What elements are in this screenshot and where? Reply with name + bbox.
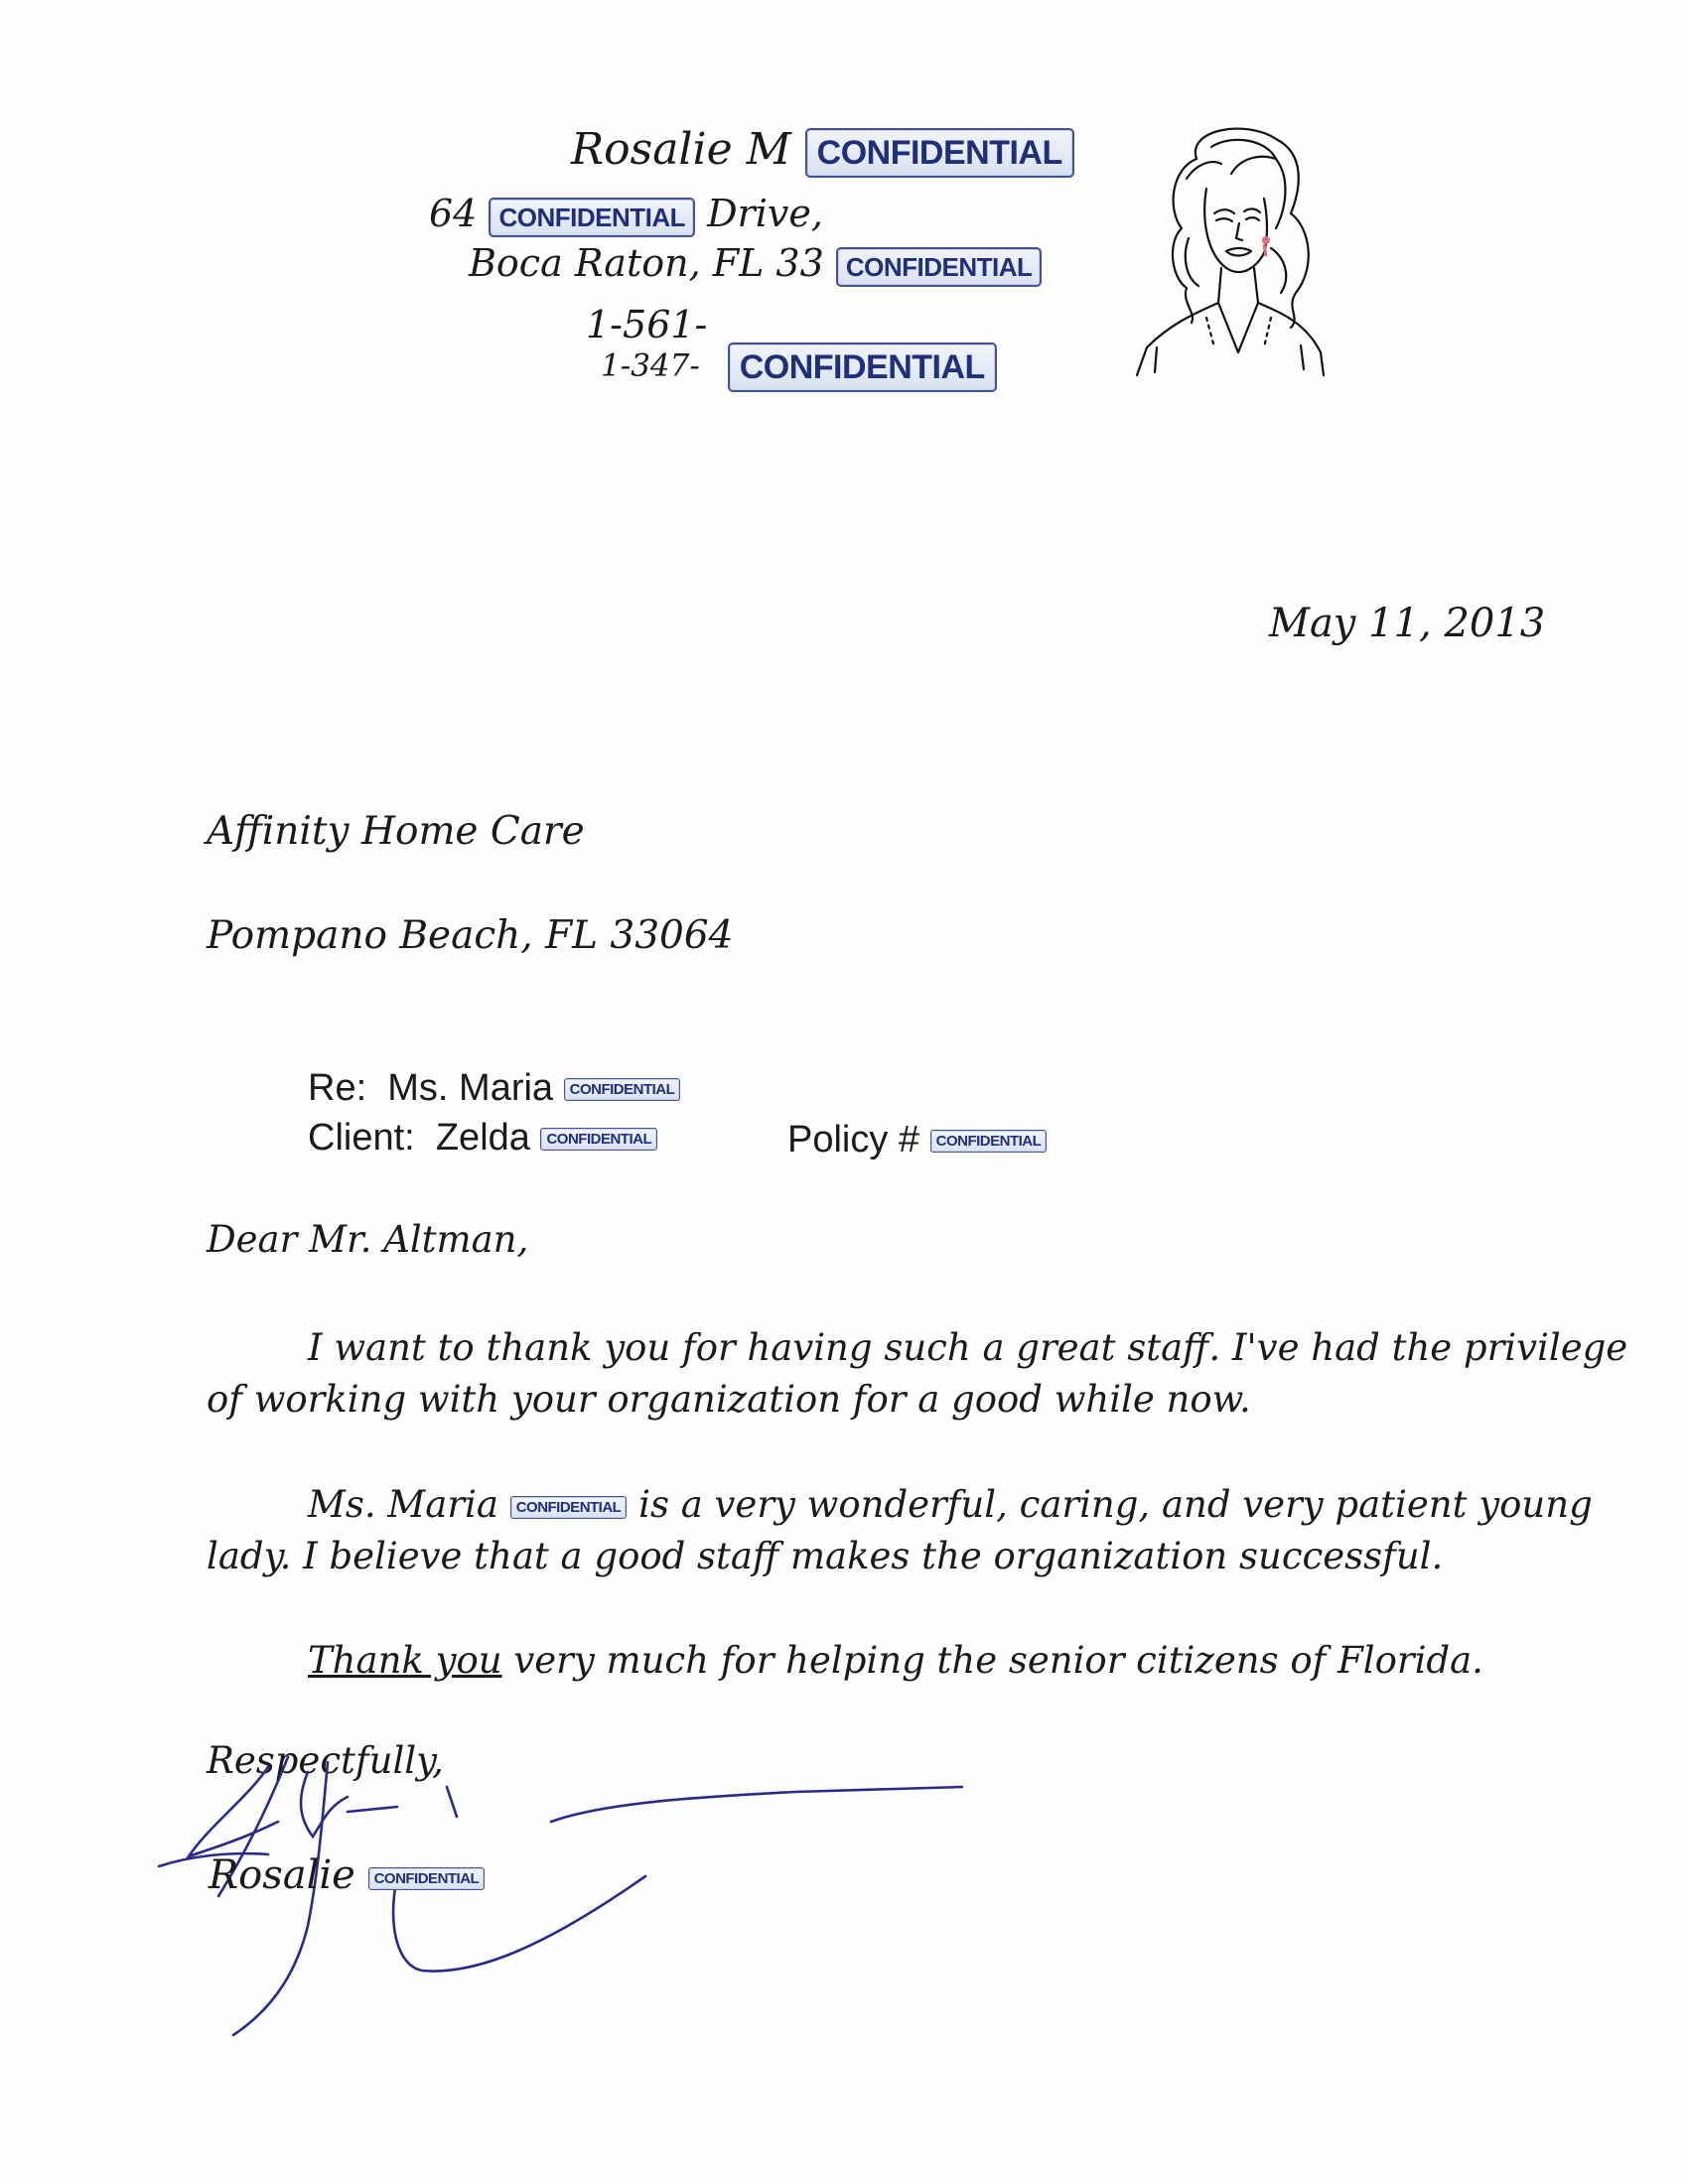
confidential-stamp: CONFIDENTIAL	[728, 342, 997, 392]
paragraph-1-line-2: of working with your organization for a good while now.	[207, 1378, 1251, 1421]
closing: Respectfully,	[207, 1739, 444, 1782]
confidential-stamp: CONFIDENTIAL	[836, 247, 1043, 287]
portrait-icon	[1127, 119, 1326, 377]
confidential-stamp: CONFIDENTIAL	[368, 1867, 486, 1890]
confidential-stamp: CONFIDENTIAL	[510, 1496, 628, 1519]
letterhead-name: Rosalie M CONFIDENTIAL	[571, 124, 1074, 178]
paragraph-2-line-1: Ms. Maria CONFIDENTIAL is a very wonderful, caring, and very patient young	[308, 1483, 1593, 1526]
paragraph-2-line-2: lady. I believe that a good staff makes the organization successful.	[207, 1535, 1444, 1577]
letterhead-phone-2: 1-347- CONFIDENTIAL	[601, 342, 997, 392]
letterhead-phone-1: 1-561-	[586, 303, 708, 346]
paragraph-1-line-1: I want to thank you for having such a great staff. I've had the privilege	[308, 1326, 1628, 1369]
confidential-stamp: CONFIDENTIAL	[805, 128, 1074, 178]
signature-name-line: Rosalie CONFIDENTIAL	[209, 1852, 485, 1898]
reference-re-line: Re: Ms. Maria CONFIDENTIAL	[308, 1067, 680, 1110]
reference-policy: Policy # CONFIDENTIAL	[787, 1119, 1047, 1161]
reference-client-line: Client: Zelda CONFIDENTIAL	[308, 1117, 657, 1160]
thank-you-underlined: Thank you	[308, 1639, 502, 1682]
confidential-stamp: CONFIDENTIAL	[540, 1128, 657, 1151]
letterhead-city-state: Boca Raton, FL 33 CONFIDENTIAL	[469, 241, 1042, 287]
recipient-organization: Affinity Home Care	[207, 809, 585, 854]
recipient-city-state-zip: Pompano Beach, FL 33064	[207, 913, 734, 958]
paragraph-3: Thank you very much for helping the senior citizens of Florida.	[308, 1639, 1483, 1682]
confidential-stamp: CONFIDENTIAL	[564, 1078, 681, 1101]
confidential-stamp: CONFIDENTIAL	[489, 198, 695, 237]
letterhead-address-street: 64 CONFIDENTIAL Drive,	[429, 192, 823, 235]
letter-date: May 11, 2013	[1269, 601, 1546, 646]
confidential-stamp: CONFIDENTIAL	[930, 1130, 1048, 1153]
salutation: Dear Mr. Altman,	[207, 1218, 529, 1261]
